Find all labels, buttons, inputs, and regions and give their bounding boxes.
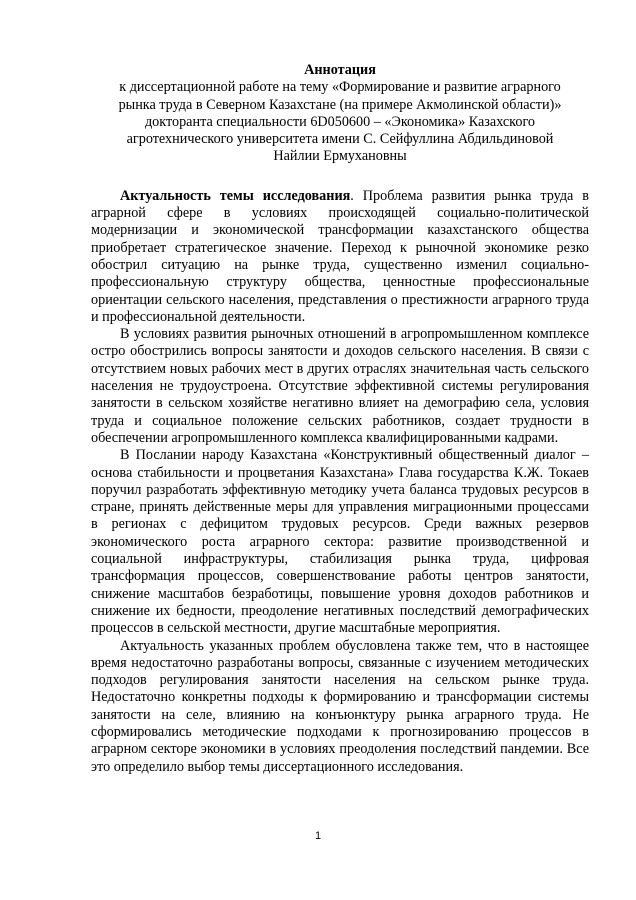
body-paragraph: [91, 326, 589, 447]
subtitle-line: Найлии Ермухановны: [273, 148, 407, 165]
page-number: 1: [314, 830, 322, 842]
body-paragraph: [91, 638, 589, 776]
paragraph-text: В Послании народу Казахстана «Конструктивный общественный диалог – основа стабильности и процветания Казахстана» Глава государства К.Ж. Токаев поручил разработать эффективную методику учета баланса трудовых ресурсов в стране, принять действенные меры для управления миграционными процессами в регионах с дефицитом трудовых ресурсов. Среди важных резервов экономического роста аграрного сектора: развитие производственной и социальной инфраструктуры, стабилизация рынка труда, цифровая трансформация процессов, совершенствование работы центров занятости, снижение масштабов безработицы, повышение уровня доходов работников и снижение их бедности, преодоление негативных последствий демографических процессов в сельской местности, другие масштабные мероприятия.: [91, 447, 589, 637]
paragraph-text: Актуальность указанных проблем обусловлена также тем, что в настоящее время недостаточно разработаны вопросы, связанные с изучением методических подходов регулирования занятости населения на сельском рынке труда. Недостаточно конкретны подходы к формированию и трансформации системы занятости на селе, влиянию на конъюнктуру рынка аграрного труда. Не сформировались методические подходами к прогнозированию процессов в аграрном секторе экономики в условиях преодоления последствий пандемии. Все это определило выбор темы диссертационного исследования.: [91, 637, 589, 775]
paragraph-text: . Проблема развития рынка труда в аграрной сфере в условиях происходящей социально-политической модернизации и экономической трансформации казахстанского общества приобретает стратегическое значение. Переход к рыночной экономике резко обострил ситуацию на рынке труда, существенно изменил социально-профессиональную структуру общества, ценностные профессиональные ориентации сельского населения, представления о престижности аграрного труда и профессиональной деятельности.: [91, 187, 589, 325]
body-paragraph: [91, 447, 589, 637]
document-title: Аннотация: [304, 62, 376, 78]
subtitle-line: к диссертационной работе на тему «Формирование и развитие аграрного: [119, 79, 561, 96]
paragraph-text: В условиях развития рыночных отношений в агропромышленном комплексе остро обострились вопросы занятости и доходов сельского населения. В связи с отсутствием новых рабочих мест в других отраслях значительная часть сельского населения не трудоустроена. Отсутствие эффективной системы регулирования занятости в сельском хозяйстве негативно влияет на демографию села, условия труда и социальное положение сельских работников, создает трудности в обеспечении агропромышленного комплекса квалифицированными кадрами.: [91, 326, 589, 446]
subtitle-line: рынка труда в Северном Казахстане (на примере Акмолинской области)»: [118, 96, 562, 113]
document-page: [91, 62, 589, 776]
document-subtitle: [91, 79, 589, 165]
paragraph-lead: Актуальность темы исследования: [120, 187, 351, 204]
subtitle-line: докторанта специальности 6D050600 – «Экономика» Казахского: [144, 113, 536, 130]
subtitle-line: агротехнического университета имени С. Сейфуллина Абдильдиновой: [126, 131, 554, 148]
body-paragraph: [91, 188, 589, 326]
